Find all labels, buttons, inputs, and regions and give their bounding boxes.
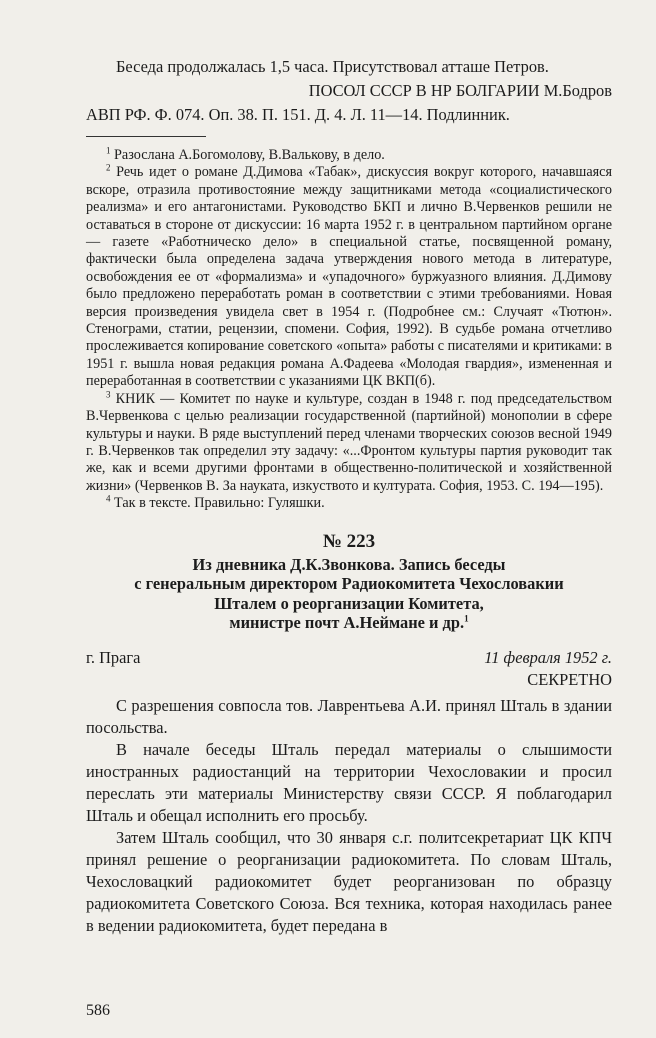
- footnote-marker: 2: [106, 162, 111, 173]
- footnote-3: [86, 388, 612, 495]
- title-footnote-marker: 1: [464, 613, 469, 624]
- footnote-4: [86, 495, 612, 512]
- footnote-text: Речь идет о романе Д.Димова «Табак», дискуссия вокруг которого, начавшаяся вскоре, отразила противостояние между защитниками метода «социалистического реализма» и его антагонистами. Руководство БКП и лично В.Червенков решили не оставаться в стороне от дискуссии: 16 марта 1952 г. в центральном партийном органе — газете «Работническо дело» в специальной статье, посвященной роману, фактически была определена задача утверждения нового метода в литературе, освобождения ее от «формализма» и «упадочного» буржуазного влияния. Д.Димову было предложено переработать роман в соответствии с этими требованиями. Новая версия произведения увидела свет в 1954 г. (Подробнее см.: Случаят «Тютюн». Стенограми, статии, рецензии, спомени. София, 1992). В судьбе романа отчетливо прослеживается копирование советского «опыта» работы с писателями и критиками: в 1951 г. вышла новая редакция романа А.Фадеева «Молодая гвардия», измененная и переработанная в соответствии с указаниями ЦК ВКП(б).: [86, 164, 612, 390]
- footnote-text: Разослана А.Богомолову, В.Валькову, в дело.: [114, 147, 385, 163]
- document-number: № 223: [322, 530, 376, 552]
- footnote-2: [86, 164, 612, 390]
- footnote-divider: [86, 136, 206, 137]
- footnote-marker: 1: [106, 145, 111, 156]
- footnote-marker: 4: [106, 493, 111, 504]
- footnote-1: [86, 147, 612, 164]
- place: г. Прага: [86, 647, 141, 667]
- title-line: министре почт А.Неймане и др.: [229, 613, 465, 633]
- footnote-text: КНИК — Комитет по науке и культуре, создан в 1948 г. под председательством В.Червенкова с целью реализации государственной (партийной) монополии в сфере культуры и науки. В ряде выступлений перед членами творческих союзов весной 1949 г. В.Червенков так определил эту задачу: «...Фронтом культуры партия руководит так же, как и всеми другими фронтами в общественно-политической и хозяйственной жизни» (Червенков В. За науката, изкуството и културата. София, 1953. С. 194—195).: [86, 390, 612, 494]
- date: 11 февраля 1952 г.: [484, 647, 612, 667]
- title-line: с генеральным директором Радиокомитета Чехословакии: [134, 574, 564, 594]
- document-title: [86, 555, 612, 633]
- footnote-text: Так в тексте. Правильно: Гуляшки.: [114, 495, 325, 512]
- paragraph: Затем Шталь сообщил, что 30 января с.г. политсекретариат ЦК КПЧ принял решение о реорганизации радиокомитета. По словам Шталь, Чехословацкий радиокомитет будет реорганизован по образцу радиокомитета Советского Союза. Вся техника, которая находилась ранее в ведении радиокомитета, будет передана в: [86, 827, 612, 935]
- archive-reference: АВП РФ. Ф. 074. Оп. 38. П. 151. Д. 4. Л. 11—14. Подлинник.: [86, 105, 510, 124]
- paragraph: В начале беседы Шталь передал материалы о слышимости иностранных радиостанций на территории Чехословакии и просил переслать эти материалы Министерству связи СССР. Я поблагодарил Шталь и обещал исполнить его просьбу.: [86, 739, 612, 825]
- closing-line: Беседа продолжалась 1,5 часа. Присутствовал атташе Петров.: [116, 57, 549, 76]
- paragraph: С разрешения совпосла тов. Лаврентьева А.И. принял Шталь в здании посольства.: [86, 695, 612, 737]
- classification-stamp: СЕКРЕТНО: [527, 669, 612, 689]
- title-line: Шталем о реорганизации Комитета,: [214, 593, 484, 613]
- place-date-row: [86, 647, 612, 669]
- title-line: Из дневника Д.К.Звонкова. Запись беседы: [192, 554, 506, 574]
- footnote-marker: 3: [106, 388, 111, 399]
- page-number: 586: [86, 1002, 110, 1019]
- footnotes: [86, 147, 612, 513]
- signature: ПОСОЛ СССР В НР БОЛГАРИИ М.Бодров: [308, 81, 612, 100]
